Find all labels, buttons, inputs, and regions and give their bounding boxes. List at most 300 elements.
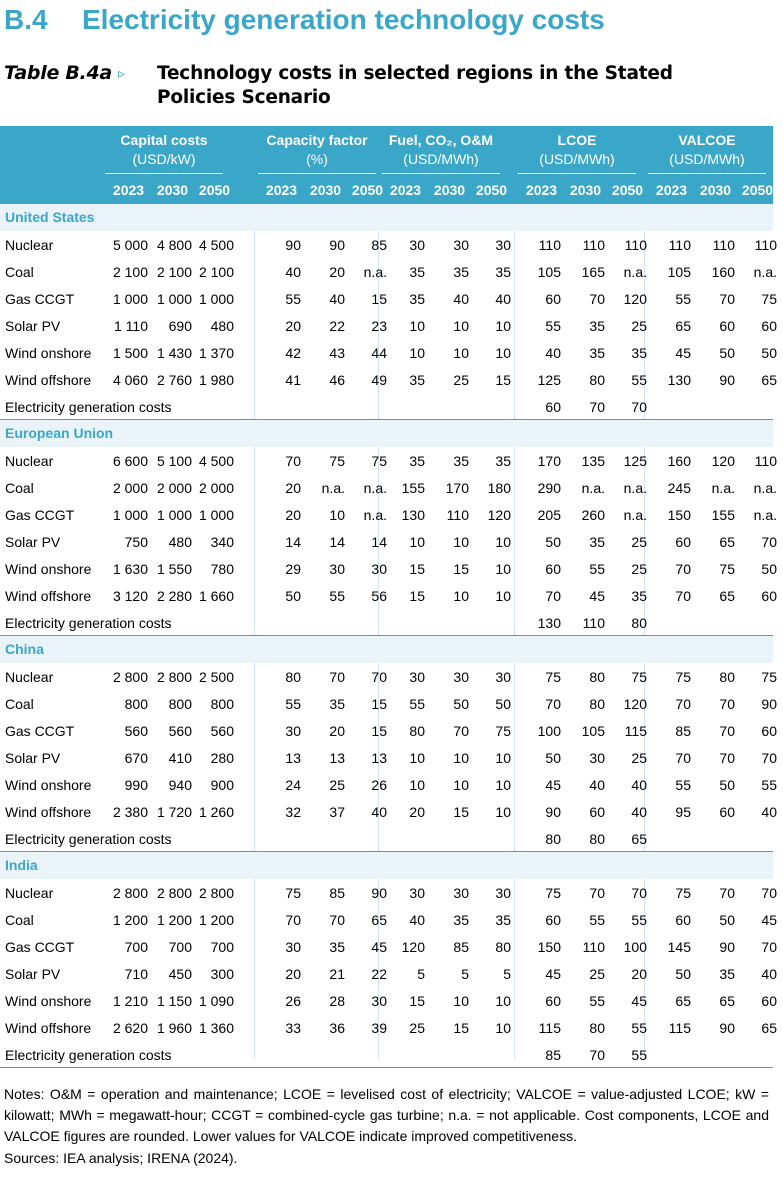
table-notes: Notes: O&M = operation and maintenance; LCOE = levelised cost of electricity; VALCOE = value-adjusted LCOE; kW = kilowatt; MWh = megawatt-hour; CCGT = combined-cycle gas turbine; n.a. = not applicable. Cost components, LCOE and VALCOE figures are rounded. Lower values for VALCOE indicate improved competitiveness. [4, 1086, 769, 1144]
table-cell: 15 [453, 1020, 469, 1036]
region-name: India [5, 857, 38, 873]
table-cell: 60 [675, 912, 691, 928]
table-cell: 40 [589, 777, 605, 793]
table-cell: 20 [409, 804, 425, 820]
table-cell: 560 [210, 723, 234, 739]
table-cell: 155 [401, 480, 425, 496]
table-cell: 90 [719, 1020, 735, 1036]
table-cell: 1 000 [156, 291, 192, 307]
table-cell: 120 [623, 696, 647, 712]
column-group-name: Capacity factor [266, 132, 368, 148]
table-cell: 35 [631, 588, 647, 604]
table-cell: 1 110 [114, 318, 148, 334]
table-cell: 1 000 [112, 291, 148, 307]
table-cell: 2 100 [156, 264, 192, 280]
year-header: 2023 [112, 182, 145, 198]
table-cell: 2 800 [198, 885, 234, 901]
table-cell: 40 [453, 291, 469, 307]
table-cell: 29 [285, 561, 301, 577]
table-cell: 20 [285, 507, 301, 523]
table-cell: 70 [761, 750, 777, 766]
table-cell: 10 [409, 777, 425, 793]
table-cell: 70 [761, 534, 777, 550]
row-label: Solar PV [5, 318, 61, 334]
table-cell: 35 [495, 912, 511, 928]
year-header: 2023 [525, 182, 558, 198]
table-cell: 85 [545, 1047, 561, 1063]
table-cell: 10 [453, 750, 469, 766]
table-cell: 55 [631, 912, 647, 928]
table-cell: 13 [371, 750, 387, 766]
table-cell: 65 [675, 318, 691, 334]
row-label: Electricity generation costs [5, 1047, 172, 1063]
table-cell: 30 [495, 669, 511, 685]
table-cell: 50 [761, 345, 777, 361]
table-cell: 25 [453, 372, 469, 388]
table-cell: 10 [409, 534, 425, 550]
table-cell: 4 060 [112, 372, 148, 388]
table-cell: 65 [719, 588, 735, 604]
table-cell: 70 [329, 912, 345, 928]
table-cell: 10 [495, 318, 511, 334]
table-cell: 1 550 [156, 561, 192, 577]
column-group-header [256, 131, 378, 169]
row-label: Solar PV [5, 534, 61, 550]
table-cell: 2 380 [112, 804, 148, 820]
table-cell: 21 [329, 966, 345, 982]
table-cell: 35 [631, 345, 647, 361]
row-label: Coal [5, 264, 34, 280]
column-group-header [380, 131, 502, 169]
table-cell: 35 [409, 264, 425, 280]
table-cell: 700 [210, 939, 234, 955]
table-cell: 14 [329, 534, 345, 550]
table-cell: 10 [409, 318, 425, 334]
table-cell: 1 660 [198, 588, 234, 604]
year-header: 2050 [741, 182, 774, 198]
table-cell: 5 [503, 966, 511, 982]
column-group-unit: (USD/MWh) [403, 151, 479, 167]
table-cell: 75 [675, 669, 691, 685]
table-cell: 35 [589, 318, 605, 334]
row-label: Coal [5, 696, 34, 712]
table-cell: 1 210 [112, 993, 148, 1009]
table-row [0, 231, 777, 258]
table-cell: 120 [623, 291, 647, 307]
table-cell: 80 [285, 669, 301, 685]
table-cell: 1 000 [112, 507, 148, 523]
table-cell: 40 [371, 804, 387, 820]
table-caption [4, 62, 764, 116]
table-cell: 30 [453, 237, 469, 253]
table-cell: 45 [631, 993, 647, 1009]
table-cell: 940 [168, 777, 192, 793]
table-cell: 280 [210, 750, 234, 766]
table-cell: 1 000 [198, 291, 234, 307]
table-cell: 85 [453, 939, 469, 955]
table-cell: 1 150 [156, 993, 192, 1009]
table-row [0, 690, 777, 717]
table-cell: 75 [329, 453, 345, 469]
table-cell: 35 [589, 534, 605, 550]
table-cell: 30 [371, 993, 387, 1009]
table-cell: 105 [667, 264, 691, 280]
table-cell: 700 [168, 939, 192, 955]
row-label: Coal [5, 480, 34, 496]
table-cell: 80 [545, 831, 561, 847]
table-cell: n.a. [623, 264, 647, 280]
table-cell: 35 [329, 939, 345, 955]
table-cell: 65 [719, 534, 735, 550]
table-row [0, 312, 777, 339]
table-cell: n.a. [623, 507, 647, 523]
table-cell: 1 090 [198, 993, 234, 1009]
year-header: 2030 [156, 182, 189, 198]
table-cell: 20 [329, 264, 345, 280]
table-cell: 780 [210, 561, 234, 577]
table-cell: 1 370 [198, 345, 234, 361]
table-cell: 10 [409, 345, 425, 361]
table-cell: 45 [589, 588, 605, 604]
table-cell: 150 [667, 507, 691, 523]
table-row [0, 528, 777, 555]
table-cell: 1 260 [198, 804, 234, 820]
row-label: Gas CCGT [5, 723, 75, 739]
table-cell: 800 [210, 696, 234, 712]
table-cell: 40 [545, 345, 561, 361]
table-cell: n.a. [623, 480, 647, 496]
table-cell: 80 [409, 723, 425, 739]
table-cell: 1 960 [156, 1020, 192, 1036]
table-cell: 10 [453, 345, 469, 361]
row-label: Wind offshore [5, 1020, 92, 1036]
column-group-rule [518, 173, 636, 174]
generation-costs-row [0, 609, 773, 636]
table-cell: 10 [495, 750, 511, 766]
table-cell: 90 [719, 939, 735, 955]
table-row [0, 798, 777, 825]
table-cell: 450 [168, 966, 192, 982]
column-group-unit: (USD/MWh) [539, 151, 615, 167]
table-cell: 65 [371, 912, 387, 928]
table-cell: 2 500 [198, 669, 234, 685]
table-cell: 14 [285, 534, 301, 550]
table-header [0, 126, 773, 204]
table-cell: 20 [285, 480, 301, 496]
column-group-unit: (USD/kW) [132, 151, 196, 167]
table-cell: 15 [409, 993, 425, 1009]
table-cell: 40 [329, 291, 345, 307]
table-cell: 90 [285, 237, 301, 253]
table-cell: 75 [719, 561, 735, 577]
table-cell: 15 [453, 804, 469, 820]
table-cell: 80 [495, 939, 511, 955]
table-cell: 80 [589, 696, 605, 712]
table-cell: 20 [329, 723, 345, 739]
table-cell: 40 [761, 966, 777, 982]
row-label: Nuclear [5, 669, 54, 685]
table-cell: 45 [761, 912, 777, 928]
table-cell: 30 [409, 669, 425, 685]
table-cell: 75 [495, 723, 511, 739]
table-cell: 70 [719, 696, 735, 712]
table-cell: 10 [495, 561, 511, 577]
table-cell: 30 [589, 750, 605, 766]
table-cell: 70 [589, 399, 605, 415]
table-cell: 90 [545, 804, 561, 820]
table-cell: 50 [719, 912, 735, 928]
table-cell: 95 [675, 804, 691, 820]
table-cell: 55 [285, 291, 301, 307]
row-label: Wind onshore [5, 777, 92, 793]
table-cell: 50 [675, 966, 691, 982]
table-cell: 70 [761, 885, 777, 901]
row-label: Nuclear [5, 885, 54, 901]
table-cell: 75 [631, 669, 647, 685]
year-header: 2023 [389, 182, 422, 198]
table-cell: 110 [538, 237, 561, 253]
table-row [0, 258, 777, 285]
table-cell: 75 [761, 669, 777, 685]
table-cell: 30 [371, 561, 387, 577]
table-cell: 14 [371, 534, 387, 550]
table-cell: 75 [761, 291, 777, 307]
table-cell: 170 [537, 453, 561, 469]
table-cell: 46 [329, 372, 345, 388]
generation-costs-row [0, 1041, 773, 1068]
table-cell: 2 800 [112, 669, 148, 685]
region-name: European Union [5, 425, 114, 441]
table-cell: 205 [537, 507, 561, 523]
table-cell: 80 [631, 615, 647, 631]
table-cell: 560 [124, 723, 148, 739]
table-cell: 700 [124, 939, 148, 955]
column-group-name: VALCOE [678, 132, 736, 148]
table-cell: 70 [719, 723, 735, 739]
table-cell: 60 [719, 318, 735, 334]
table-cell: 15 [453, 561, 469, 577]
table-cell: 70 [631, 885, 647, 901]
table-cell: 2 100 [198, 264, 234, 280]
table-cell: 25 [631, 534, 647, 550]
row-label: Wind offshore [5, 372, 92, 388]
table-cell: 35 [453, 912, 469, 928]
table-cell: 42 [285, 345, 301, 361]
table-cell: 2 800 [112, 885, 148, 901]
table-cell: 10 [495, 804, 511, 820]
table-row [0, 933, 777, 960]
table-cell: n.a. [753, 480, 777, 496]
column-group-unit: (%) [306, 151, 328, 167]
table-cell: 35 [719, 966, 735, 982]
table-cell: 480 [210, 318, 234, 334]
row-label: Solar PV [5, 966, 61, 982]
table-cell: 70 [545, 696, 561, 712]
table-cell: 5 100 [156, 453, 192, 469]
row-label: Nuclear [5, 237, 54, 253]
table-cell: 45 [675, 345, 691, 361]
table-cell: 1 980 [198, 372, 234, 388]
table-cell: 5 [461, 966, 469, 982]
table-row [0, 717, 777, 744]
table-cell: 100 [623, 939, 647, 955]
table-cell: 110 [668, 237, 691, 253]
table-cell: 260 [581, 507, 605, 523]
row-label: Gas CCGT [5, 939, 75, 955]
table-cell: 2 800 [156, 885, 192, 901]
table-cell: 30 [409, 237, 425, 253]
table-cell: 60 [545, 561, 561, 577]
table-cell: 120 [401, 939, 425, 955]
table-cell: 55 [589, 912, 605, 928]
year-header: 2030 [699, 182, 732, 198]
table-cell: 30 [495, 885, 511, 901]
table-cell: 35 [453, 453, 469, 469]
table-cell: 480 [168, 534, 192, 550]
table-cell: 70 [453, 723, 469, 739]
table-cell: 55 [589, 993, 605, 1009]
table-cell: 70 [675, 696, 691, 712]
table-cell: n.a. [363, 507, 387, 523]
table-cell: 40 [285, 264, 301, 280]
row-label: Wind onshore [5, 561, 92, 577]
table-cell: 22 [371, 966, 387, 982]
table-cell: n.a. [711, 480, 735, 496]
table-cell: 55 [329, 588, 345, 604]
table-cell: 710 [124, 966, 148, 982]
row-label: Solar PV [5, 750, 61, 766]
table-cell: 25 [631, 750, 647, 766]
table-cell: 22 [329, 318, 345, 334]
table-cell: 65 [719, 993, 735, 1009]
table-cell: 65 [675, 993, 691, 1009]
table-cell: 55 [675, 291, 691, 307]
table-cell: 125 [537, 372, 561, 388]
table-cell: 130 [401, 507, 425, 523]
table-cell: 70 [545, 588, 561, 604]
table-cell: 5 000 [112, 237, 148, 253]
column-group-header [646, 131, 768, 169]
table-cell: 1 200 [198, 912, 234, 928]
table-cell: 65 [761, 372, 777, 388]
table-cell: 35 [589, 345, 605, 361]
year-header: 2023 [655, 182, 688, 198]
table-cell: 13 [285, 750, 301, 766]
table-cell: 15 [371, 723, 387, 739]
column-group-rule [382, 173, 500, 174]
table-cell: 35 [409, 291, 425, 307]
table-cell: 70 [589, 291, 605, 307]
table-cell: 30 [453, 885, 469, 901]
table-cell: 56 [371, 588, 387, 604]
table-cell: 670 [124, 750, 148, 766]
table-cell: 15 [409, 561, 425, 577]
row-label: Gas CCGT [5, 291, 75, 307]
table-cell: 110 [582, 237, 605, 253]
table-cell: 1 430 [156, 345, 192, 361]
table-cell: 2 620 [112, 1020, 148, 1036]
table-cell: 60 [545, 912, 561, 928]
table-cell: 70 [761, 939, 777, 955]
table-cell: 2 100 [112, 264, 148, 280]
table-cell: 23 [371, 318, 387, 334]
table-cell: 45 [545, 966, 561, 982]
table-cell: 49 [371, 372, 387, 388]
table-cell: 55 [545, 318, 561, 334]
table-cell: 70 [329, 669, 345, 685]
year-header: 2050 [611, 182, 644, 198]
table-cell: 105 [581, 723, 605, 739]
column-group-rule [105, 173, 223, 174]
table-cell: 10 [495, 588, 511, 604]
table-cell: 135 [581, 453, 605, 469]
table-cell: 25 [409, 1020, 425, 1036]
table-cell: 110 [582, 939, 605, 955]
table-cell: 60 [545, 993, 561, 1009]
table-cell: 40 [409, 912, 425, 928]
table-cell: 55 [285, 696, 301, 712]
table-cell: 105 [537, 264, 561, 280]
table-cell: 150 [537, 939, 561, 955]
table-cell: 37 [329, 804, 345, 820]
table-cell: 145 [667, 939, 691, 955]
table-cell: 70 [371, 669, 387, 685]
table-cell: 32 [285, 804, 301, 820]
table-cell: 24 [285, 777, 301, 793]
generation-costs-row [0, 393, 773, 420]
table-cell: 60 [719, 804, 735, 820]
table-cell: 55 [761, 777, 777, 793]
table-cell: 115 [668, 1020, 691, 1036]
table-cell: 130 [667, 372, 691, 388]
table-cell: 110 [582, 615, 605, 631]
column-group-header [103, 131, 225, 169]
table-cell: 50 [545, 534, 561, 550]
table-cell: 70 [675, 588, 691, 604]
table-cell: 30 [409, 885, 425, 901]
table-cell: 45 [371, 939, 387, 955]
table-cell: 50 [719, 345, 735, 361]
table-cell: 70 [675, 561, 691, 577]
table-cell: 560 [168, 723, 192, 739]
table-row [0, 1014, 777, 1041]
table-cell: 20 [285, 318, 301, 334]
table-cell: 10 [495, 534, 511, 550]
table-cell: 300 [210, 966, 234, 982]
table-cell: 2 000 [112, 480, 148, 496]
row-label: Electricity generation costs [5, 831, 172, 847]
table-cell: 3 120 [112, 588, 148, 604]
table-cell: 800 [124, 696, 148, 712]
table-cell: 43 [329, 345, 345, 361]
column-group-header [516, 131, 638, 169]
column-group-name: Fuel, CO₂, O&M [388, 132, 494, 148]
table-row [0, 366, 777, 393]
table-row [0, 771, 777, 798]
table-cell: 75 [545, 669, 561, 685]
year-header: 2030 [569, 182, 602, 198]
table-cell: 110 [446, 507, 469, 523]
table-cell: 60 [761, 723, 777, 739]
table-cell: 2 000 [198, 480, 234, 496]
table-cell: 13 [329, 750, 345, 766]
table-cell: 2 000 [156, 480, 192, 496]
table-cell: 25 [631, 318, 647, 334]
year-header: 2050 [351, 182, 384, 198]
table-cell: 70 [631, 399, 647, 415]
table-cell: 800 [168, 696, 192, 712]
table-cell: 4 500 [198, 453, 234, 469]
